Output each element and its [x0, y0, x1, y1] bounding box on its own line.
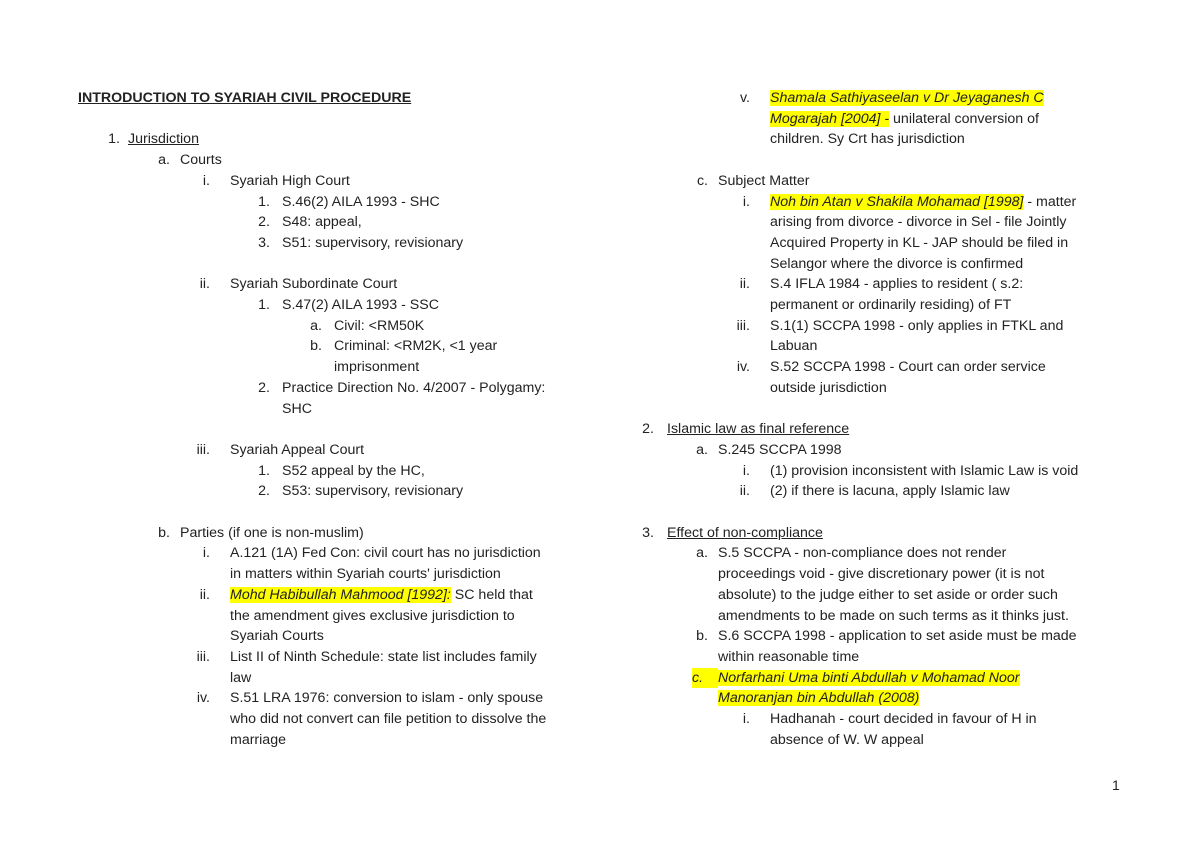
item-3-c-line2: [640, 688, 1140, 709]
item-b-ii-cont2: Syariah Courts: [230, 628, 324, 645]
item-c-i-cont2: Acquired Property in KL - JAP should be filed in: [770, 234, 1069, 251]
section-3-heading: 3. Effect of non-compliance: [642, 524, 823, 541]
item-3-c: c. Norfarhani Uma binti Abdullah v Mohamad Noor: [640, 668, 1140, 689]
item-a-ii-1-b-cont: imprisonment: [334, 359, 420, 376]
item-3-a: a. S.5 SCCPA - non-compliance does not render: [696, 545, 1007, 562]
item-c-iii: iii. S.1(1) SCCPA 1998 - only applies in FTKL and: [736, 317, 1064, 334]
item-3-a-cont2: absolute) to the judge either to set aside or order such: [718, 586, 1058, 603]
item-a-courts: a. Courts: [158, 152, 222, 169]
item-b-parties: b. Parties (if one is non-muslim): [158, 524, 364, 541]
item-a-iii-1: 1. S52 appeal by the HC,: [258, 462, 425, 479]
item-c-ii-cont: permanent or ordinarily residing) of FT: [770, 297, 1012, 314]
item-b-v-cont: children. Sy Crt has jurisdiction: [770, 131, 965, 148]
item-b-i-cont: in matters within Syariah courts' jurisdiction: [230, 566, 501, 583]
item-3-c-i: i. Hadhanah - court decided in favour of H in: [742, 711, 1037, 728]
item-2-a: a. S.245 SCCPA 1998: [696, 441, 842, 458]
item-c-iii-cont: Labuan: [770, 338, 818, 355]
case-highlight: Norfarhani Uma binti Abdullah v Mohamad Noor: [718, 669, 1020, 686]
item-b-iv: iv. S.51 LRA 1976: conversion to islam - only spouse: [196, 690, 544, 707]
section-1-heading: 1. Jurisdiction: [108, 131, 199, 148]
item-3-b: b. S.6 SCCPA 1998 - application to set aside must be made: [696, 628, 1077, 645]
item-a-i-3: 3. S51: supervisory, revisionary: [258, 234, 464, 251]
item-c-subject-matter: c. Subject Matter: [696, 172, 810, 189]
item-a-ii-1-a: a. Civil: <RM50K: [310, 317, 425, 334]
item-a-i-1: 1. S.46(2) AILA 1993 - SHC: [258, 193, 440, 210]
item-3-a-cont1: proceedings void - give discretionary power (it is not: [718, 566, 1045, 583]
item-b-ii: ii. Mohd Habibullah Mahmood [1992]: SC held that: [199, 586, 533, 603]
item-a-ii: ii. Syariah Subordinate Court: [199, 276, 398, 293]
case-highlight: Mohd Habibullah Mahmood [1992]:: [230, 586, 451, 603]
item-b-iii-cont: law: [230, 669, 252, 686]
item-c-i-cont1: arising from divorce - divorce in Sel - file Jointly: [770, 214, 1067, 231]
item-a-ii-1: 1. S.47(2) AILA 1993 - SSC: [258, 297, 439, 313]
case-highlight: Mogarajah [2004] -: [770, 110, 890, 127]
item-c-iv-cont: outside jurisdiction: [770, 379, 887, 396]
item-b-iii: iii. List II of Ninth Schedule: state list includes family: [196, 648, 537, 665]
item-a-ii-2: 2. Practice Direction No. 4/2007 - Polygamy:: [258, 379, 546, 396]
item-b-v-line2: Mogarajah [2004] - unilateral conversion of: [770, 110, 1039, 127]
item-c-i-cont3: Selangor where the divorce is confirmed: [770, 255, 1024, 272]
item-c-i: i. Noh bin Atan v Shakila Mohamad [1998] - matter: [742, 193, 1077, 210]
document-title: INTRODUCTION TO SYARIAH CIVIL PROCEDURE: [78, 90, 412, 106]
item-a-ii-2-cont: SHC: [282, 400, 312, 417]
item-c-iv: iv. S.52 SCCPA 1998 - Court can order service: [736, 359, 1046, 376]
case-highlight: Shamala Sathiyaseelan v Dr Jeyaganesh C: [770, 90, 1044, 106]
left-column: [78, 88, 598, 750]
item-a-ii-1-b: b. Criminal: <RM2K, <1 year: [310, 338, 498, 355]
item-2-a-i: i. (1) provision inconsistent with Islamic Law is void: [742, 462, 1079, 479]
item-a-i: i. Syariah High Court: [202, 172, 350, 189]
item-c-ii: ii. S.4 IFLA 1984 - applies to resident ( s.2:: [739, 276, 1024, 293]
item-3-a-cont3: amendments to be made on such terms as it thinks just.: [718, 607, 1069, 624]
section-2-heading: 2. Islamic law as final reference: [642, 421, 850, 438]
item-2-a-ii: ii. (2) if there is lacuna, apply Islamic law: [739, 483, 1010, 500]
case-highlight: Manoranjan bin Abdullah (2008): [718, 690, 920, 707]
page-number: 1: [1112, 777, 1120, 793]
item-b-i: i. A.121 (1A) Fed Con: civil court has no jurisdiction: [202, 545, 541, 562]
item-a-iii-2: 2. S53: supervisory, revisionary: [258, 483, 464, 500]
item-a-iii: iii. Syariah Appeal Court: [196, 441, 365, 458]
item-a-i-2: 2. S48: appeal,: [258, 214, 362, 231]
item-b-iv-cont1: who did not convert can file petition to dissolve the: [230, 711, 547, 728]
right-column: [640, 88, 1140, 750]
case-highlight: Noh bin Atan v Shakila Mohamad [1998]: [770, 193, 1024, 210]
item-3-b-cont: within reasonable time: [718, 648, 860, 665]
item-b-ii-cont1: the amendment gives exclusive jurisdiction to: [230, 607, 515, 624]
item-3-c-i-cont: absence of W. W appeal: [770, 731, 924, 748]
item-b-iv-cont2: marriage: [230, 731, 286, 748]
item-b-v: v. Shamala Sathiyaseelan v Dr Jeyaganesh C: [740, 90, 1044, 106]
